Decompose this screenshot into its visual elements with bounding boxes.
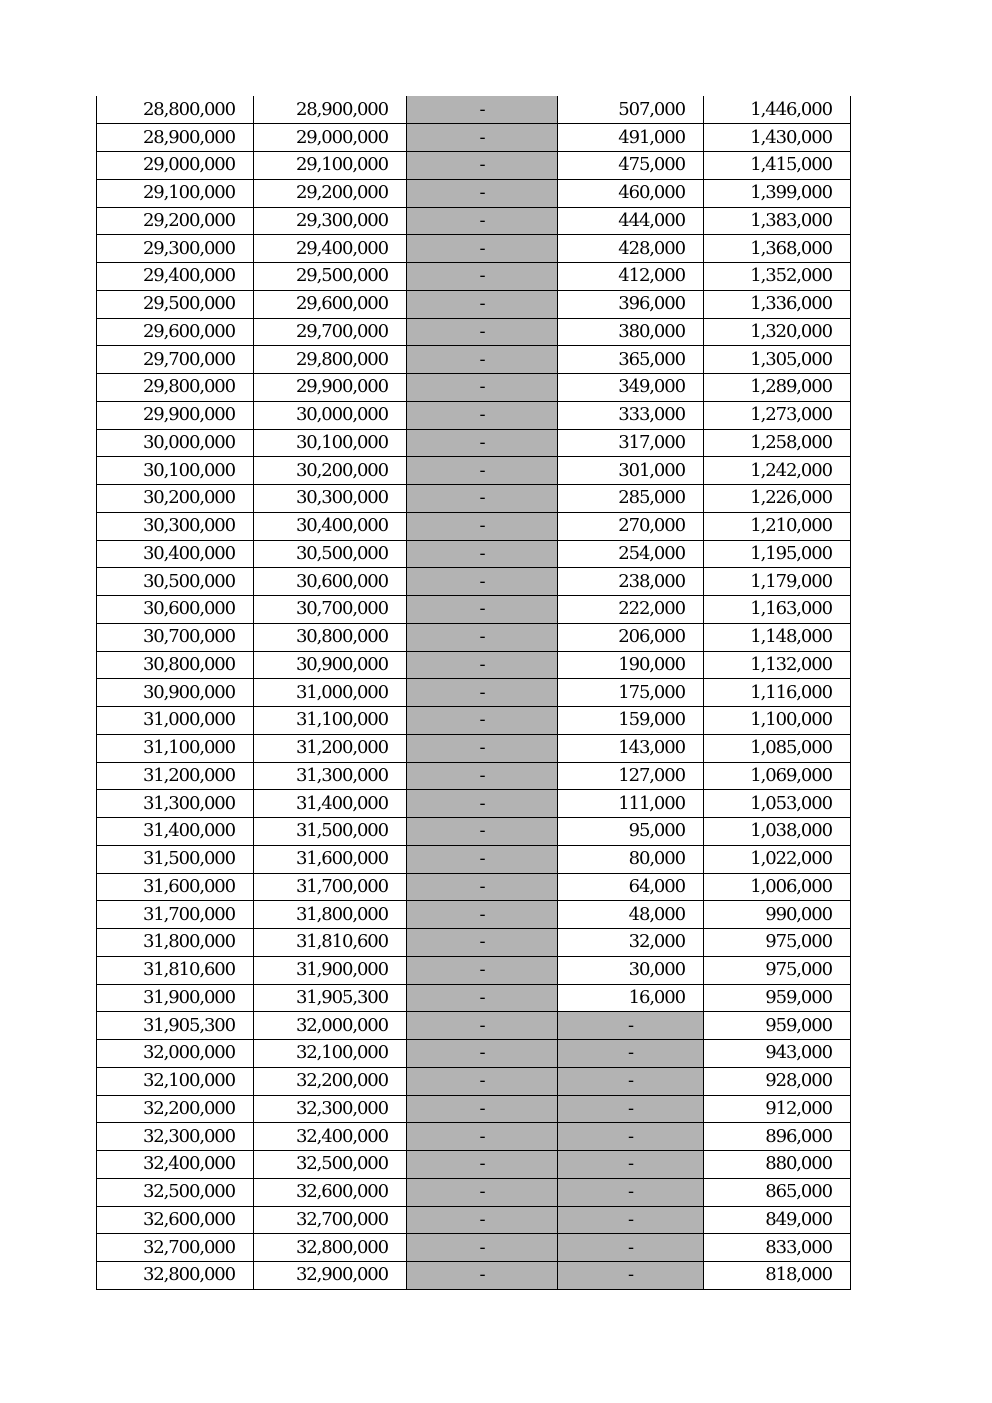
cell-column-3: - — [407, 540, 558, 568]
cell-column-3: - — [407, 790, 558, 818]
cell-column-4: 412,000 — [558, 263, 704, 291]
cell-column-3: - — [407, 984, 558, 1012]
cell-income-from: 31,000,000 — [97, 707, 254, 735]
cell-column-5: 880,000 — [704, 1151, 851, 1179]
cell-column-5: 1,336,000 — [704, 290, 851, 318]
table-row — [97, 956, 851, 984]
table-row — [97, 235, 851, 263]
cell-income-from: 32,000,000 — [97, 1040, 254, 1068]
table-row — [97, 1012, 851, 1040]
cell-column-5: 1,305,000 — [704, 346, 851, 374]
cell-income-to: 30,600,000 — [254, 568, 407, 596]
cell-income-from: 30,100,000 — [97, 457, 254, 485]
cell-column-3: - — [407, 818, 558, 846]
cell-income-to: 32,000,000 — [254, 1012, 407, 1040]
cell-column-4: 317,000 — [558, 429, 704, 457]
table-row — [97, 596, 851, 624]
cell-income-from: 31,200,000 — [97, 762, 254, 790]
cell-column-5: 1,148,000 — [704, 623, 851, 651]
cell-column-5: 1,163,000 — [704, 596, 851, 624]
cell-income-from: 29,300,000 — [97, 235, 254, 263]
cell-income-to: 29,500,000 — [254, 263, 407, 291]
cell-income-from: 30,700,000 — [97, 623, 254, 651]
cell-column-3: - — [407, 1206, 558, 1234]
cell-column-4: 238,000 — [558, 568, 704, 596]
table-row — [97, 790, 851, 818]
cell-column-5: 1,273,000 — [704, 401, 851, 429]
cell-column-5: 896,000 — [704, 1123, 851, 1151]
cell-column-4: 270,000 — [558, 512, 704, 540]
cell-column-5: 1,446,000 — [704, 96, 851, 124]
table-row — [97, 1151, 851, 1179]
table-row — [97, 152, 851, 180]
table-row — [97, 762, 851, 790]
cell-income-to: 31,100,000 — [254, 707, 407, 735]
cell-income-to: 31,500,000 — [254, 818, 407, 846]
cell-income-to: 29,400,000 — [254, 235, 407, 263]
cell-column-5: 818,000 — [704, 1262, 851, 1290]
cell-column-5: 865,000 — [704, 1178, 851, 1206]
table-row — [97, 984, 851, 1012]
cell-column-4: 491,000 — [558, 124, 704, 152]
cell-income-to: 31,800,000 — [254, 901, 407, 929]
cell-column-4: 111,000 — [558, 790, 704, 818]
cell-column-5: 1,022,000 — [704, 845, 851, 873]
table-row — [97, 818, 851, 846]
cell-column-5: 959,000 — [704, 1012, 851, 1040]
cell-income-to: 32,100,000 — [254, 1040, 407, 1068]
table-page — [96, 96, 850, 1290]
cell-column-3: - — [407, 845, 558, 873]
cell-column-4: 143,000 — [558, 734, 704, 762]
cell-column-3: - — [407, 1178, 558, 1206]
cell-income-to: 31,700,000 — [254, 873, 407, 901]
cell-income-to: 32,700,000 — [254, 1206, 407, 1234]
cell-column-4: 475,000 — [558, 152, 704, 180]
income-bracket-table — [96, 96, 851, 1290]
cell-column-4: 365,000 — [558, 346, 704, 374]
table-row — [97, 1123, 851, 1151]
cell-income-from: 30,900,000 — [97, 679, 254, 707]
cell-income-from: 31,500,000 — [97, 845, 254, 873]
cell-income-from: 32,500,000 — [97, 1178, 254, 1206]
cell-income-to: 31,200,000 — [254, 734, 407, 762]
cell-column-3: - — [407, 762, 558, 790]
cell-income-to: 31,810,600 — [254, 929, 407, 957]
cell-column-4: - — [558, 1040, 704, 1068]
table-row — [97, 1262, 851, 1290]
cell-column-5: 1,430,000 — [704, 124, 851, 152]
cell-column-3: - — [407, 1040, 558, 1068]
cell-column-4: 95,000 — [558, 818, 704, 846]
cell-income-to: 29,700,000 — [254, 318, 407, 346]
cell-column-3: - — [407, 318, 558, 346]
cell-column-3: - — [407, 901, 558, 929]
cell-income-from: 29,500,000 — [97, 290, 254, 318]
cell-column-3: - — [407, 1262, 558, 1290]
cell-column-5: 975,000 — [704, 956, 851, 984]
cell-income-to: 29,200,000 — [254, 179, 407, 207]
cell-income-from: 31,100,000 — [97, 734, 254, 762]
table-row — [97, 457, 851, 485]
cell-column-3: - — [407, 207, 558, 235]
table-row — [97, 290, 851, 318]
cell-column-4: 380,000 — [558, 318, 704, 346]
cell-column-5: 1,368,000 — [704, 235, 851, 263]
table-row — [97, 401, 851, 429]
table-row — [97, 873, 851, 901]
table-row — [97, 1067, 851, 1095]
table-row — [97, 623, 851, 651]
cell-column-3: - — [407, 679, 558, 707]
cell-income-to: 32,900,000 — [254, 1262, 407, 1290]
cell-column-3: - — [407, 429, 558, 457]
cell-column-3: - — [407, 485, 558, 513]
table-row — [97, 1206, 851, 1234]
table-row — [97, 179, 851, 207]
cell-income-from: 29,800,000 — [97, 374, 254, 402]
cell-column-4: - — [558, 1206, 704, 1234]
cell-column-3: - — [407, 179, 558, 207]
table-row — [97, 734, 851, 762]
cell-column-5: 1,226,000 — [704, 485, 851, 513]
cell-income-to: 31,000,000 — [254, 679, 407, 707]
cell-income-to: 30,400,000 — [254, 512, 407, 540]
cell-column-3: - — [407, 929, 558, 957]
cell-column-5: 1,415,000 — [704, 152, 851, 180]
cell-column-3: - — [407, 956, 558, 984]
cell-column-4: - — [558, 1262, 704, 1290]
cell-column-3: - — [407, 96, 558, 124]
cell-income-from: 31,400,000 — [97, 818, 254, 846]
cell-income-from: 28,800,000 — [97, 96, 254, 124]
cell-income-from: 30,600,000 — [97, 596, 254, 624]
cell-column-3: - — [407, 263, 558, 291]
cell-income-from: 30,500,000 — [97, 568, 254, 596]
table-body — [97, 96, 851, 1289]
cell-column-5: 1,116,000 — [704, 679, 851, 707]
cell-income-to: 31,300,000 — [254, 762, 407, 790]
cell-column-3: - — [407, 651, 558, 679]
cell-income-from: 32,800,000 — [97, 1262, 254, 1290]
cell-column-4: - — [558, 1178, 704, 1206]
cell-column-5: 1,038,000 — [704, 818, 851, 846]
cell-column-4: 507,000 — [558, 96, 704, 124]
cell-column-5: 1,132,000 — [704, 651, 851, 679]
table-row — [97, 96, 851, 124]
cell-income-to: 30,700,000 — [254, 596, 407, 624]
cell-income-to: 32,400,000 — [254, 1123, 407, 1151]
cell-income-from: 29,100,000 — [97, 179, 254, 207]
table-row — [97, 929, 851, 957]
cell-column-5: 1,100,000 — [704, 707, 851, 735]
cell-income-to: 31,600,000 — [254, 845, 407, 873]
cell-column-4: 64,000 — [558, 873, 704, 901]
cell-income-to: 31,900,000 — [254, 956, 407, 984]
cell-column-4: 16,000 — [558, 984, 704, 1012]
cell-income-to: 29,300,000 — [254, 207, 407, 235]
cell-income-to: 32,200,000 — [254, 1067, 407, 1095]
cell-income-to: 32,800,000 — [254, 1234, 407, 1262]
table-row — [97, 485, 851, 513]
table-row — [97, 845, 851, 873]
cell-income-from: 29,200,000 — [97, 207, 254, 235]
table-row — [97, 429, 851, 457]
cell-column-3: - — [407, 235, 558, 263]
table-row — [97, 318, 851, 346]
cell-column-3: - — [407, 1067, 558, 1095]
cell-column-5: 990,000 — [704, 901, 851, 929]
cell-income-from: 31,810,600 — [97, 956, 254, 984]
cell-income-from: 31,700,000 — [97, 901, 254, 929]
cell-income-to: 30,000,000 — [254, 401, 407, 429]
cell-column-4: - — [558, 1234, 704, 1262]
cell-column-4: - — [558, 1012, 704, 1040]
cell-column-5: 1,179,000 — [704, 568, 851, 596]
cell-income-to: 30,500,000 — [254, 540, 407, 568]
cell-income-from: 30,800,000 — [97, 651, 254, 679]
cell-income-from: 29,400,000 — [97, 263, 254, 291]
table-row — [97, 124, 851, 152]
cell-income-from: 29,900,000 — [97, 401, 254, 429]
cell-income-to: 28,900,000 — [254, 96, 407, 124]
cell-income-to: 30,100,000 — [254, 429, 407, 457]
cell-column-5: 1,069,000 — [704, 762, 851, 790]
cell-column-3: - — [407, 346, 558, 374]
cell-column-3: - — [407, 1012, 558, 1040]
cell-column-4: 333,000 — [558, 401, 704, 429]
cell-column-4: - — [558, 1123, 704, 1151]
cell-income-to: 31,400,000 — [254, 790, 407, 818]
table-row — [97, 651, 851, 679]
cell-income-to: 30,200,000 — [254, 457, 407, 485]
cell-income-from: 31,905,300 — [97, 1012, 254, 1040]
table-row — [97, 1095, 851, 1123]
cell-column-4: - — [558, 1095, 704, 1123]
cell-column-3: - — [407, 707, 558, 735]
cell-income-from: 31,600,000 — [97, 873, 254, 901]
cell-column-5: 1,258,000 — [704, 429, 851, 457]
cell-income-to: 30,800,000 — [254, 623, 407, 651]
cell-column-4: 175,000 — [558, 679, 704, 707]
cell-column-3: - — [407, 1151, 558, 1179]
table-row — [97, 1178, 851, 1206]
cell-column-4: 444,000 — [558, 207, 704, 235]
cell-column-4: 80,000 — [558, 845, 704, 873]
cell-column-3: - — [407, 596, 558, 624]
cell-income-from: 32,100,000 — [97, 1067, 254, 1095]
cell-column-4: 127,000 — [558, 762, 704, 790]
table-row — [97, 679, 851, 707]
cell-income-from: 30,400,000 — [97, 540, 254, 568]
cell-column-5: 1,195,000 — [704, 540, 851, 568]
cell-income-from: 29,000,000 — [97, 152, 254, 180]
cell-income-to: 29,600,000 — [254, 290, 407, 318]
cell-column-3: - — [407, 623, 558, 651]
cell-column-4: 48,000 — [558, 901, 704, 929]
cell-column-3: - — [407, 1234, 558, 1262]
table-row — [97, 374, 851, 402]
cell-column-4: 254,000 — [558, 540, 704, 568]
cell-income-from: 32,200,000 — [97, 1095, 254, 1123]
cell-column-5: 975,000 — [704, 929, 851, 957]
cell-column-4: 285,000 — [558, 485, 704, 513]
cell-column-3: - — [407, 457, 558, 485]
cell-column-5: 959,000 — [704, 984, 851, 1012]
cell-column-4: 301,000 — [558, 457, 704, 485]
cell-column-4: - — [558, 1151, 704, 1179]
cell-column-3: - — [407, 1123, 558, 1151]
cell-income-to: 31,905,300 — [254, 984, 407, 1012]
cell-column-5: 1,085,000 — [704, 734, 851, 762]
table-row — [97, 901, 851, 929]
cell-column-5: 928,000 — [704, 1067, 851, 1095]
cell-column-3: - — [407, 374, 558, 402]
cell-column-5: 943,000 — [704, 1040, 851, 1068]
cell-income-to: 30,300,000 — [254, 485, 407, 513]
table-row — [97, 540, 851, 568]
cell-column-4: 349,000 — [558, 374, 704, 402]
cell-income-to: 29,000,000 — [254, 124, 407, 152]
cell-income-from: 30,300,000 — [97, 512, 254, 540]
cell-income-to: 32,600,000 — [254, 1178, 407, 1206]
cell-column-3: - — [407, 1095, 558, 1123]
cell-income-from: 30,000,000 — [97, 429, 254, 457]
cell-column-4: 32,000 — [558, 929, 704, 957]
cell-column-5: 912,000 — [704, 1095, 851, 1123]
table-row — [97, 207, 851, 235]
cell-column-3: - — [407, 568, 558, 596]
cell-income-from: 32,400,000 — [97, 1151, 254, 1179]
cell-income-from: 32,600,000 — [97, 1206, 254, 1234]
cell-column-3: - — [407, 290, 558, 318]
cell-column-5: 1,399,000 — [704, 179, 851, 207]
cell-income-from: 32,300,000 — [97, 1123, 254, 1151]
cell-income-to: 30,900,000 — [254, 651, 407, 679]
cell-column-4: 222,000 — [558, 596, 704, 624]
cell-column-5: 1,289,000 — [704, 374, 851, 402]
table-row — [97, 346, 851, 374]
cell-column-4: 460,000 — [558, 179, 704, 207]
cell-income-to: 32,500,000 — [254, 1151, 407, 1179]
cell-column-4: 206,000 — [558, 623, 704, 651]
table-row — [97, 1040, 851, 1068]
cell-column-5: 1,053,000 — [704, 790, 851, 818]
cell-income-from: 31,800,000 — [97, 929, 254, 957]
cell-column-5: 1,320,000 — [704, 318, 851, 346]
cell-income-from: 28,900,000 — [97, 124, 254, 152]
cell-column-4: 396,000 — [558, 290, 704, 318]
cell-column-4: 30,000 — [558, 956, 704, 984]
cell-income-to: 32,300,000 — [254, 1095, 407, 1123]
cell-column-3: - — [407, 401, 558, 429]
cell-column-5: 1,352,000 — [704, 263, 851, 291]
cell-column-5: 1,006,000 — [704, 873, 851, 901]
cell-column-3: - — [407, 734, 558, 762]
cell-income-from: 29,700,000 — [97, 346, 254, 374]
table-row — [97, 1234, 851, 1262]
cell-column-4: 190,000 — [558, 651, 704, 679]
cell-income-from: 32,700,000 — [97, 1234, 254, 1262]
cell-income-to: 29,100,000 — [254, 152, 407, 180]
cell-income-to: 29,900,000 — [254, 374, 407, 402]
cell-column-4: - — [558, 1067, 704, 1095]
cell-column-5: 1,383,000 — [704, 207, 851, 235]
cell-column-4: 159,000 — [558, 707, 704, 735]
cell-column-3: - — [407, 124, 558, 152]
table-row — [97, 263, 851, 291]
cell-column-3: - — [407, 512, 558, 540]
cell-column-5: 849,000 — [704, 1206, 851, 1234]
cell-income-from: 31,300,000 — [97, 790, 254, 818]
cell-column-5: 1,210,000 — [704, 512, 851, 540]
cell-column-3: - — [407, 873, 558, 901]
cell-column-5: 1,242,000 — [704, 457, 851, 485]
cell-income-from: 29,600,000 — [97, 318, 254, 346]
cell-column-5: 833,000 — [704, 1234, 851, 1262]
cell-income-to: 29,800,000 — [254, 346, 407, 374]
cell-column-4: 428,000 — [558, 235, 704, 263]
table-row — [97, 568, 851, 596]
table-row — [97, 707, 851, 735]
table-row — [97, 512, 851, 540]
cell-column-3: - — [407, 152, 558, 180]
cell-income-from: 30,200,000 — [97, 485, 254, 513]
cell-income-from: 31,900,000 — [97, 984, 254, 1012]
